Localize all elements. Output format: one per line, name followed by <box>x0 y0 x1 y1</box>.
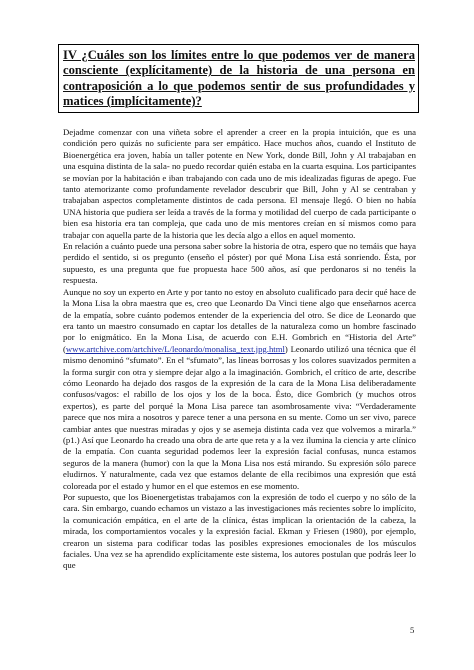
section-title <box>63 48 415 110</box>
body-text <box>63 127 416 572</box>
page-number: 5 <box>410 625 415 635</box>
paragraph-mona-lisa-question: En relación a cuánto puede una persona saber sobre la historia de otra, espero que no temáis que haya perdido el sentido, si os pregunto (enseño el póster) por qué Mona Lisa está sonriendo. Ésta, por supuesto, es una pregunta que fue propuesta hace 500 años, así que perdonaros si no tenéis la respuesta. <box>63 241 416 286</box>
artchive-link[interactable]: www.artchive.com/artchive/L/leonardo/monalisa_text.jpg.html <box>65 343 285 354</box>
paragraph-bioenergetics: Por supuesto, que los Bioenergetistas trabajamos con la expresión de todo el cuerpo y no sólo de la cara. Sin embargo, cuando echamos un vistazo a las investigaciones más recientes sobre lo implícito, la comunicación empática, en el arte de la clínica, éstas implican la orientación de la cabeza, la mirada, los comportamientos vocales y la expresión facial. Ekman y Friesen (1980), por ejemplo, crearon un sistema para codificar todas las posibles expresiones emocionales de los músculos faciales. Una vez se ha aprendido explícitamente este sistema, los autores postulan que podrás leer lo que <box>63 492 416 571</box>
section-title-text-end: implícitamente)? <box>110 94 202 109</box>
paragraph-leonardo <box>63 287 416 492</box>
paragraph-leonardo-after: ) Leonardo utilizó una técnica que él mismo denominó “sfumato”. En el “sfumato”, las líneas borrosas y los colores suavizados permiten a la forma surgir con otra y siempre dejar algo a la imaginación. Gombrich, el crítico de arte, describe cómo Leonardo ha dejado dos rasgos de la expresión de la cara de la Mona Lisa deliberadamente confusos/vagos: el rabillo de los ojos y los de la boca. Ésto, dice Gombrich (y muchos otros expertos), es parte del porqué la Mona Lisa parece tan asombrosamente viva: “Verdaderamente parece que nos mira a nosotros y parece tener a una persona en su mente. Como un ser vivo, parece cambiar antes que nuestras miradas y ojos y se asemeja distinta cada vez que volvemos a mirarla.” (p1.) Así que Leonardo ha creado una obra de arte que reta y a la vez ilumina la ciencia y arte clínico de la empatía. Con cuanta seguridad podemos leer la expresión facial confusas, nunca estamos seguros de la manera (humor) con la que la Mona Lisa nos está mirando. Su expresión sólo parece eludirnos. Y naturalmente, cada vez que estamos delante de ella recibimos una expresión que está coloreada por el estado y humor en el que estemos en ese momento. <box>63 343 416 491</box>
paragraph-intro: Dejadme comenzar con una viñeta sobre el aprender a creer en la propia intuición, que es una condición pero quizás no suficiente para ser empático. Hace muchos años, cuando el Instituto de Bioenergética era joven, había un taller potente en New York, donde Bill, John y Al trabajaban en una esquina distinta de la sala- no puedo recordar quién estaba en la cuarta esquina. Los participantes se movían por la habitación e iban trabajando con cada uno de mis idealizadas figuras de apego. Fue tanto atemorizante como profundamente revelador descubrir que Bill, John y Al se centraban y trabajaban aspectos completamente distintos de cada persona. El mensaje llegó. O bien no había UNA historia que pudiera ser leída a través de la forma y motilidad del cuerpo de cada participante o bien esa historia era tan compleja, que cada uno de mis mentores creían en sí mismos como para trabajar con aquella parte de la historia que les decía algo a ellos en aquel momento. <box>63 127 416 240</box>
section-title-text: IV ¿Cuáles son los límites entre lo que podemos ver de manera consciente (explícitamente) de la historia de una persona en contraposición a lo que podemos sentir de sus profundidades y matices ( <box>63 48 415 109</box>
paragraph-leonardo-before: Aunque no soy un experto en Arte y por tanto no estoy en absoluto cualificado para decir qué hace de la Mona Lisa la obra maestra que es, creo que Leonardo Da Vinci tiene algo que enseñarnos acerca de la empatía, sobre cuánto podemos entender de la experiencia del otro. Se dice de Leonardo que era tanto un maestro consumado en captar los detalles de la naturaleza como un hombre fascinado por lo enigmático. En la Mona Lisa, de acuerdo con E.H. Gombrich en “Historia del Arte” ( <box>63 286 416 354</box>
section-title-box <box>58 44 419 113</box>
